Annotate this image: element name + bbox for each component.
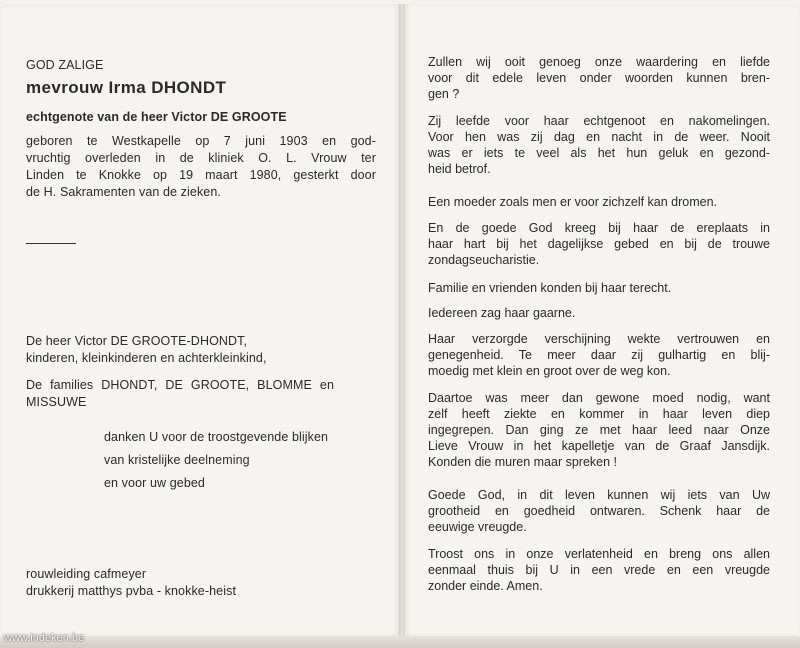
thanks-line-3: en voor uw gebed [104,476,205,490]
paragraph-6 [428,305,770,321]
text-line: Daartoe was meer dan gewone moed nodig, want [428,391,770,405]
card-bottom-edge [0,636,800,648]
text-line: Iedereen zag haar gaarne. [428,306,576,320]
heading: GOD ZALIGE [26,58,104,72]
credit-undertaker: rouwleiding cafmeyer [26,567,147,581]
text-line: moedig met klein en groot over de weg kon. [428,364,671,378]
watermark: www.indeken.be [4,632,85,644]
page-fold [399,4,405,644]
text-line: zelf heeft ziekte en kommer in haar leven diep [428,407,770,421]
text-line: Zullen wij ooit genoeg onze waardering en liefde [428,55,770,69]
text-line: gen ? [428,87,460,101]
text-line: haar hart bij het dagelijkse gebed en bij de trouwe [428,237,770,251]
text-line: Konden die muren maar spreken ! [428,455,617,469]
paragraph-8 [428,390,770,470]
text-line: zondagseucharistie. [428,253,540,267]
text-line: Goede God, in dit leven kunnen wij iets van Uw [428,488,770,502]
text-line: voor dit edele leven onder woorden kunnen bren- [428,71,770,85]
spouse-line: echtgenote van de heer Victor DE GROOTE [26,110,287,124]
text-line: eenmaal thuis bij U in een vrede en een vreugde [428,563,770,577]
families-line-1: De families DHONDT, DE GROOTE, BLOMME en [26,378,334,392]
left-page [2,4,400,636]
divider-rule [26,243,76,244]
families-line-2: MISSUWE [26,395,87,409]
text-line: eeuwige vreugde. [428,520,527,534]
text-line: Troost ons in onze verlatenheid en breng ons allen [428,547,770,561]
paragraph-7 [428,331,770,379]
text-line: was er iets te veel als het hun geluk en gezond- [428,146,770,160]
text-line: zonder einde. Amen. [428,579,543,593]
paragraph-9 [428,487,770,535]
paragraph-4 [428,220,770,268]
text-line: Familie en vrienden konden bij haar terecht. [428,281,672,295]
text-line: genegenheid. Te meer daar zij gulhartig en blij- [428,348,770,362]
thanks-line-2: van kristelijke deelneming [104,453,250,467]
text-line: ingegrepen. Dan ging ze met haar leed naar Onze [428,423,770,437]
deceased-name: mevrouw Irma DHONDT [26,78,227,97]
thanks-line-1: danken U voor de troostgevende blijken [104,430,329,444]
text-line: Zij leefde voor haar echtgenoot en nakomelingen. [428,114,770,128]
text-line: heid betrof. [428,162,491,176]
paragraph-10 [428,546,770,594]
text-line: Haar verzorgde verschijning wekte vertrouwen en [428,332,770,346]
paragraph-2 [428,113,770,177]
family-line-2: kinderen, kleinkinderen en achterkleinkind, [26,351,267,365]
paragraph-5 [428,280,770,296]
text-line: Lieve Vrouw in het kapelletje van de Graaf Jansdijk. [428,439,770,453]
birth-line-4: de H. Sakramenten van de zieken. [26,185,221,199]
birth-line-3: Linden te Knokke op 19 maart 1980, gesterkt door [26,168,376,182]
family-line-1: De heer Victor DE GROOTE-DHONDT, [26,334,248,348]
text-line: Een moeder zoals men er voor zichzelf kan dromen. [428,195,718,209]
birth-line-2: vruchtig overleden in de kliniek O. L. Vrouw ter [26,151,376,165]
text-line: En de goede God kreeg bij haar de ereplaats in [428,221,770,235]
birth-line-1: geboren te Westkapelle op 7 juni 1903 en god- [26,134,376,148]
text-line: grootheid en goedheid ontwaren. Schenk haar de [428,504,770,518]
text-line: Voor hen was zij dag en nacht in de weer. Nooit [428,130,770,144]
paragraph-3 [428,194,770,210]
credit-printer: drukkerij matthys pvba - knokke-heist [26,584,237,598]
paragraph-1 [428,54,770,102]
